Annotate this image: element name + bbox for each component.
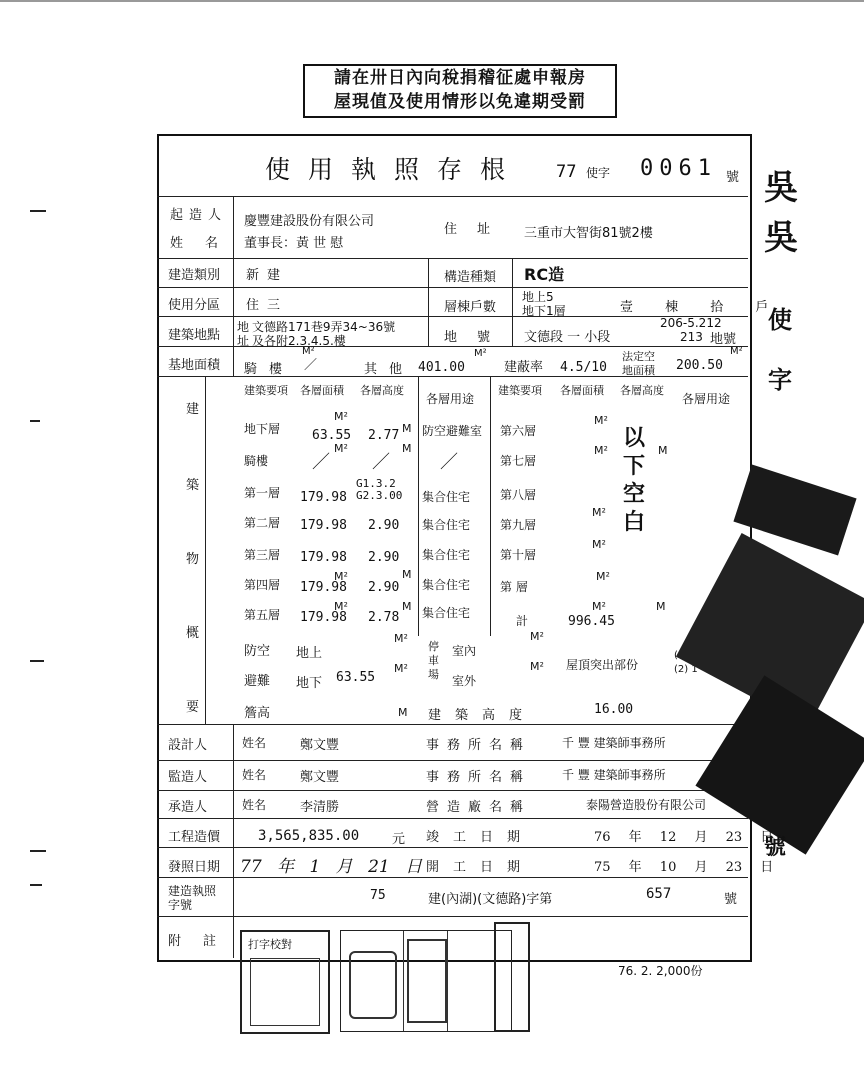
scan-mark [30, 884, 42, 886]
coverage-ratio: 4.5/10 [560, 360, 607, 375]
legal-open-unit: M² [730, 346, 743, 357]
legal-open-label-1: 法定空 [622, 350, 655, 363]
unit-m2: M² [334, 442, 348, 455]
zone-label: 使用分區 [168, 298, 221, 313]
floors-rest: 壹 棟 拾 戶 [620, 300, 783, 315]
start-label: 開工日期 [426, 860, 535, 875]
owner-label: 起造人 [170, 208, 228, 223]
header-area-right: 各層面積 [560, 384, 604, 397]
lot-label: 地號 [444, 330, 511, 345]
unit-m: M [402, 600, 412, 613]
permit-ref-suffix: 號 [724, 892, 738, 907]
indoor-label: 室內 [452, 644, 477, 658]
row-area: 179.98 [300, 550, 347, 565]
row-name: 地下層 [244, 422, 281, 436]
unit-m2: M² [530, 660, 544, 673]
base-area-unit: M² [474, 348, 487, 359]
permit-title: 使用執照存根 [265, 155, 524, 184]
unit-m: M [402, 422, 412, 435]
col-rule [205, 376, 206, 724]
below-ground: 地下 [296, 676, 323, 691]
vertical-seal-icon [494, 922, 530, 1032]
zone-value: 住三 [246, 298, 289, 313]
blank-note: 以下空白 [622, 425, 645, 535]
rule [157, 287, 748, 288]
col-rule [233, 724, 234, 958]
permit-char: 使字 [586, 166, 611, 180]
row-name: 第二層 [244, 516, 281, 530]
supervisor-label: 監造人 [168, 770, 208, 785]
building-height-label: 建築高度 [428, 708, 537, 723]
floors-label: 層棟戶數 [444, 300, 497, 315]
rule [157, 760, 748, 761]
location-prefix-1: 地 [237, 320, 250, 334]
permit-ref-mid: 建(內湖)(文德路)字第 [428, 892, 553, 907]
row-name: 第四層 [244, 578, 281, 592]
construction-cost: 3,565,835.00 [258, 828, 360, 844]
row-name-right: 第六層 [500, 424, 537, 438]
name-label: 姓名 [242, 798, 267, 812]
row-use: 集合住宅 [422, 490, 471, 504]
row-name-right: 第七層 [500, 454, 537, 468]
rule [157, 196, 748, 197]
row-name: 騎樓 [244, 454, 269, 468]
side-label-3: 物 [186, 552, 200, 567]
row-name: 第三層 [244, 548, 281, 562]
unit-m2: M² [394, 632, 408, 645]
unit-m2: M² [594, 414, 608, 427]
print-note: 76. 2. 2,000份 [618, 964, 703, 978]
unit-m2: M² [530, 630, 544, 643]
row-height: 2.90 [368, 550, 400, 565]
designer-label: 設計人 [168, 738, 208, 753]
permit-suffix: 號 [726, 170, 740, 185]
side-glyph: 號 [764, 834, 787, 860]
arcade-label: 騎樓 [244, 362, 295, 377]
proofread-stamp-box [240, 930, 330, 1034]
seal-icon [407, 939, 447, 1023]
unit-m: M [656, 600, 666, 613]
lot-suffix: 地號 [710, 332, 737, 347]
row-area: 179.98 [300, 518, 347, 533]
below-ground-area: 63.55 [336, 670, 376, 685]
scan-mark [30, 420, 40, 422]
location-line2: 及各附2.3.4.5.樓 [252, 334, 346, 348]
other-label: 其他 [364, 362, 415, 377]
cost-label: 工程造價 [168, 830, 221, 845]
row-use: 集合住宅 [422, 606, 471, 620]
unit-m2: M² [594, 444, 608, 457]
tax-notice-line2: 屋現值及使用情形以免違期受罰 [334, 92, 586, 112]
seal-icon [349, 951, 397, 1019]
lot-section: 文德段 一 小段 [524, 330, 611, 345]
header-item: 建築要項 [244, 384, 288, 397]
factory-name: 泰陽營造股份有限公司 [586, 798, 707, 812]
permit-year-ref: 75 [370, 888, 386, 903]
roof-protrusion-label: 屋頂突出部份 [566, 658, 639, 672]
row-name-right: 第 層 [500, 580, 528, 594]
signature-stamps [340, 930, 512, 1032]
parking-label: 停車場 [428, 640, 439, 681]
row-use: ／ [440, 452, 458, 473]
unit-m2: M² [596, 570, 610, 583]
unit-m2: M² [592, 600, 606, 613]
total-area: 996.45 [568, 614, 615, 629]
outdoor-label: 室外 [452, 674, 477, 688]
coverage-label: 建蔽率 [504, 360, 544, 375]
remarks-label: 附註 [168, 934, 239, 949]
header-item-right: 建築要項 [498, 384, 542, 397]
row-use: 防空避難室 [422, 424, 483, 438]
cost-unit: 元 [392, 832, 406, 847]
seal-icon [250, 958, 320, 1026]
above-ground: 地上 [296, 646, 323, 661]
unit-m2: M² [334, 570, 348, 583]
rule [157, 818, 748, 819]
shelter-label: 防空 [244, 644, 271, 659]
row-area: 179.98 [300, 580, 347, 595]
col-rule [233, 196, 234, 376]
rule [157, 877, 748, 878]
name-label: 姓名 [242, 736, 267, 750]
side-label-4: 概 [186, 626, 200, 641]
lot-numbers-2: 213 [680, 330, 703, 344]
supervisor-office: 千 豐 建築師事務所 [562, 768, 666, 782]
unit-m2: M² [592, 506, 606, 519]
scan-mark [30, 210, 46, 212]
arcade-slash: ／ [304, 358, 318, 373]
side-glyph: 使 [768, 305, 792, 334]
side-label-5: 要 [186, 700, 200, 715]
row-use: 集合住宅 [422, 578, 471, 592]
legal-open-area: 200.50 [676, 358, 723, 373]
row-area: 63.55 [312, 428, 352, 443]
permit-label-2: 字號 [168, 898, 193, 912]
side-glyph: 吳 [764, 218, 798, 258]
base-area: 401.00 [418, 360, 465, 375]
row-name: 第一層 [244, 486, 281, 500]
factory-label: 營造廠名稱 [426, 800, 532, 815]
rule [157, 847, 748, 848]
building-height: 16.00 [594, 702, 634, 717]
issue-date: 77 年 1 月 21 日 [240, 857, 423, 877]
scan-edge [0, 0, 864, 2]
permit-number: 0061 [640, 156, 717, 181]
col-rule [512, 258, 513, 346]
header-use: 各層用途 [426, 392, 475, 406]
unit-m2: M² [592, 538, 606, 551]
header-height: 各層高度 [360, 384, 404, 397]
location-line1: 文德路171巷9弄34~36號 [252, 320, 396, 334]
side-label-1: 建 [186, 402, 200, 417]
row-height: 2.78 [368, 610, 400, 625]
supervisor-name: 鄭文豐 [300, 770, 340, 785]
eave-height-label: 簷高 [244, 706, 271, 721]
designer-office: 千 豐 建築師事務所 [562, 736, 666, 750]
row-height: ／ [372, 452, 390, 473]
header-area: 各層面積 [300, 384, 344, 397]
structure-label: 構造種類 [444, 270, 497, 285]
scan-mark [30, 850, 46, 852]
row-name-right: 第十層 [500, 548, 537, 562]
rule [157, 724, 748, 725]
permit-label-1: 建造執照 [168, 884, 217, 898]
rule [157, 790, 748, 791]
start-date: 75 年 10 月 23 日 [594, 860, 774, 875]
row-area: 179.98 [300, 490, 347, 505]
rule [157, 916, 748, 917]
structure-type: RC造 [524, 265, 565, 284]
unit-m: M [402, 568, 412, 581]
header-use-right: 各層用途 [682, 392, 731, 406]
arcade-unit: M² [302, 346, 315, 357]
row-use: 集合住宅 [422, 518, 471, 532]
col-rule [418, 376, 419, 636]
row-height: 2.90 [368, 518, 400, 533]
location-prefix-2: 址 [237, 334, 250, 348]
row-use: 集合住宅 [422, 548, 471, 562]
rule [157, 258, 748, 259]
owner-name-label: 姓名 [170, 236, 241, 251]
legal-open-label-2: 地面積 [622, 364, 655, 377]
contractor-name: 李清勝 [300, 800, 340, 815]
row-height: G1.3.2 G2.3.00 [356, 477, 403, 502]
unit-m: M [402, 442, 412, 455]
side-glyph: 字 [768, 365, 792, 394]
col-rule [428, 258, 429, 346]
contractor-label: 承造人 [168, 800, 208, 815]
issue-label: 發照日期 [168, 860, 221, 875]
permit-ref-number: 657 [646, 886, 672, 902]
address-label: 住址 [444, 222, 511, 237]
row-area: 179.98 [300, 610, 347, 625]
build-type: 新建 [246, 268, 289, 283]
location-label: 建築地點 [168, 328, 221, 343]
lot-numbers-1: 206-5.212 [660, 316, 722, 330]
tax-notice-line1: 請在卅日內向稅捐稽征處申報房 [334, 68, 586, 88]
row-height: 2.77 [368, 428, 400, 443]
col-rule [490, 376, 491, 636]
tax-notice-box [303, 64, 617, 118]
permit-year: 77 [556, 162, 577, 182]
row-height: 2.90 [368, 580, 400, 595]
roof-2: (2) 1 [674, 664, 698, 675]
owner-chairman: 董事長：黃 世 慰 [244, 236, 344, 251]
proofread-stamp-title: 打字校對 [248, 938, 292, 951]
completion-date: 76 年 12 月 23 日 [594, 830, 774, 845]
floors-below: 地下1層 [522, 304, 566, 318]
build-type-label: 建造類別 [168, 268, 221, 283]
owner-company: 慶豐建設股份有限公司 [244, 214, 375, 229]
designer-name: 鄭文豐 [300, 738, 340, 753]
row-name-right: 第八層 [500, 488, 537, 502]
owner-address: 三重市大智街81號2樓 [524, 226, 653, 241]
office-label: 事務所名稱 [426, 738, 532, 753]
unit-m: M [658, 444, 668, 457]
side-glyph: 吳 [764, 168, 798, 208]
shelter-label-2: 避難 [244, 674, 271, 689]
office-label: 事務所名稱 [426, 770, 532, 785]
unit-m: M [398, 706, 408, 719]
header-height-right: 各層高度 [620, 384, 664, 397]
scan-mark [30, 660, 44, 662]
row-area: ／ [312, 452, 330, 473]
name-label: 姓名 [242, 768, 267, 782]
row-name-right: 計 [516, 614, 529, 628]
base-area-label: 基地面積 [168, 358, 221, 373]
completion-label: 竣工日期 [426, 830, 535, 845]
row-name: 第五層 [244, 608, 281, 622]
unit-m2: M² [394, 662, 408, 675]
floors-above: 地上5 [522, 290, 554, 304]
side-label-2: 築 [186, 478, 200, 493]
unit-m2: M² [334, 600, 348, 613]
unit-m2: M² [334, 410, 348, 423]
row-name-right: 第九層 [500, 518, 537, 532]
